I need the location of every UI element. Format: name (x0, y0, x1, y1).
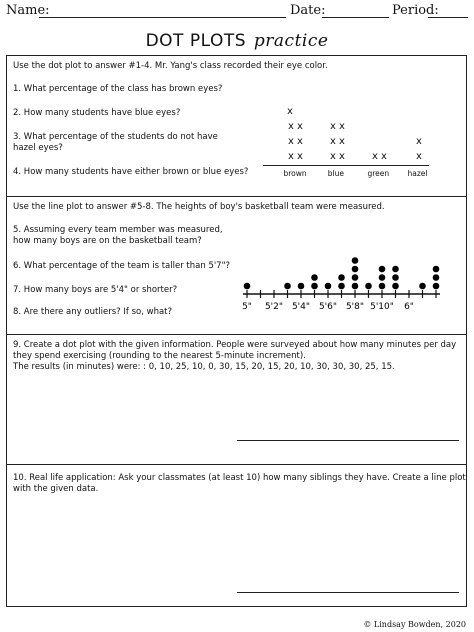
x-mark: x (297, 121, 303, 132)
height-dot (311, 274, 318, 281)
question-6: 6. What percentage of the team is taller than 5'7"? (13, 261, 231, 271)
height-dot (433, 283, 440, 290)
height-dot (379, 274, 386, 281)
x-mark: x (330, 151, 336, 162)
section-exercise (7, 334, 466, 464)
height-dot (311, 283, 318, 290)
x-mark: x (288, 136, 294, 147)
tick-label: 5'8" (345, 302, 365, 312)
name-field[interactable] (39, 17, 286, 18)
height-dot (298, 283, 305, 290)
section1-intro: Use the dot plot to answer #1-4. Mr. Yang's class recorded their eye color. (13, 61, 328, 71)
x-mark: x (297, 151, 303, 162)
title-main: DOT PLOTS (145, 31, 246, 51)
tick-label: 5" (242, 302, 252, 312)
tick-label: 5'4" (291, 302, 311, 312)
x-mark: x (339, 136, 345, 147)
x-mark: x (381, 151, 387, 162)
eye-plot-axis (263, 165, 429, 166)
height-dot (284, 283, 291, 290)
copyright-notice: © Lindsay Bowden, 2020 (363, 620, 466, 629)
tick-label: 6" (404, 302, 414, 312)
height-line-plot (231, 252, 463, 322)
height-dot (433, 274, 440, 281)
section2-intro: Use the line plot to answer #5-8. The heights of boy's basketball team were measured. (13, 202, 385, 212)
x-mark: x (297, 136, 303, 147)
period-field[interactable] (428, 17, 468, 18)
question-5-line2: how many boys are on the basketball team? (13, 236, 202, 246)
question-7: 7. How many boys are 5'4" or shorter? (13, 285, 178, 295)
question-9-line1: 9. Create a dot plot with the given information. People were surveyed about how many minutes per day (13, 340, 457, 350)
section-siblings (7, 464, 466, 607)
tick-label: 5'6" (318, 302, 338, 312)
height-dot (338, 274, 345, 281)
x-mark: x (416, 136, 422, 147)
category-label-brown: brown (283, 169, 307, 178)
height-dot (244, 283, 251, 290)
question-3-line2: hazel eyes? (13, 143, 63, 153)
x-mark: x (372, 151, 378, 162)
section-heights (7, 196, 466, 334)
x-mark: x (416, 151, 422, 162)
name-label: Name: (6, 3, 50, 18)
category-label-green: green (367, 169, 390, 178)
x-mark: x (339, 151, 345, 162)
height-dot (392, 283, 399, 290)
title-sub: practice (253, 31, 329, 51)
x-mark: x (287, 106, 293, 117)
section-eye-color (7, 56, 466, 196)
x-mark: x (330, 136, 336, 147)
question-3-line1: 3. What percentage of the students do not have (13, 132, 218, 142)
height-dot (352, 283, 359, 290)
worksheet-box (6, 55, 467, 607)
date-field[interactable] (322, 17, 389, 18)
category-label-hazel: hazel (407, 169, 428, 178)
x-mark: x (288, 151, 294, 162)
worksheet-title (0, 31, 474, 51)
tick-label: 5'10" (370, 302, 394, 312)
height-dot (379, 266, 386, 273)
height-dot (379, 283, 386, 290)
tick-label: 5'2" (264, 302, 284, 312)
period-label: Period: (392, 3, 439, 18)
question-1: 1. What percentage of the class has brown eyes? (13, 84, 223, 94)
height-dot (365, 283, 372, 290)
dot-plot-answer-line[interactable] (237, 440, 459, 441)
height-dot (392, 266, 399, 273)
height-dot (352, 257, 359, 264)
height-dot (338, 283, 345, 290)
question-5-line1: 5. Assuming every team member was measured, (13, 225, 223, 235)
height-dot (433, 266, 440, 273)
eye-color-dot-plot (261, 106, 436, 186)
question-9-data: The results (in minutes) were: : 0, 10, 25, 10, 0, 30, 15, 20, 15, 20, 10, 30, 30, 30, 25, 15. (13, 362, 395, 372)
height-dot (325, 283, 332, 290)
category-label-blue: blue (327, 169, 345, 178)
date-label: Date: (290, 3, 326, 18)
question-9-line2: they spend exercising (rounding to the nearest 5-minute increment). (13, 351, 306, 361)
height-dot (352, 274, 359, 281)
question-10-line1: 10. Real life application: Ask your classmates (at least 10) how many siblings they have. Create a line plot (13, 473, 466, 483)
student-info-header (6, 3, 468, 21)
question-8: 8. Are there any outliers? If so, what? (13, 307, 173, 317)
height-dot (352, 266, 359, 273)
question-10-line2: with the given data. (13, 484, 99, 494)
question-2: 2. How many students have blue eyes? (13, 108, 181, 118)
height-dot (419, 283, 426, 290)
question-4: 4. How many students have either brown or blue eyes? (13, 167, 249, 177)
x-mark: x (339, 121, 345, 132)
x-mark: x (330, 121, 336, 132)
line-plot-answer-line[interactable] (237, 592, 459, 593)
height-dot (392, 274, 399, 281)
x-mark: x (288, 121, 294, 132)
